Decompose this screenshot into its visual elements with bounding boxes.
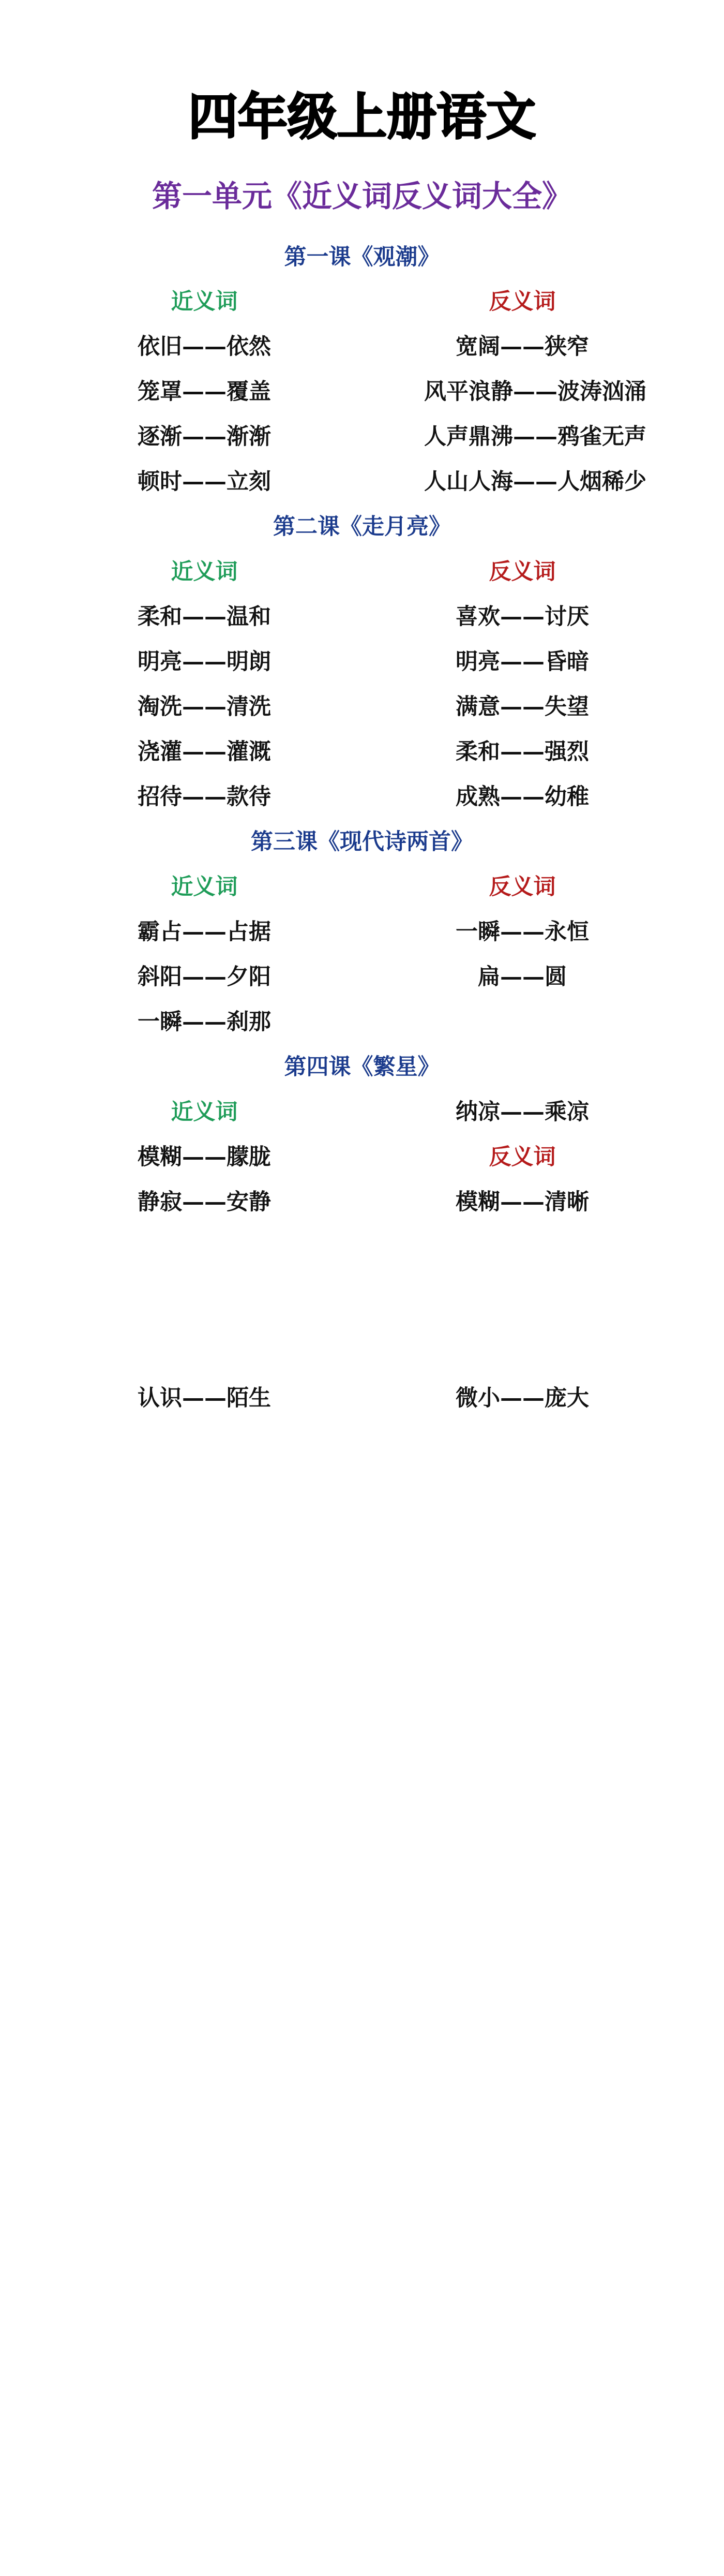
unit-title: 第一单元《近义词反义词大全》 bbox=[152, 179, 572, 214]
lesson-4-antonym-header: 反义词 bbox=[489, 1144, 556, 1170]
lesson-1-synonym-pair: 顿时——立刻 bbox=[138, 469, 271, 495]
lesson-2-antonym-header: 反义词 bbox=[489, 559, 556, 585]
lesson-1-antonym-pair: 人山人海——人烟稀少 bbox=[424, 469, 646, 495]
lesson-2-synonym-pair: 浇灌——灌溉 bbox=[138, 739, 271, 765]
page-title: 四年级上册语文 bbox=[188, 88, 536, 146]
lesson-2-antonym-pair: 明亮——昏暗 bbox=[456, 649, 589, 675]
lesson-2-title: 第二课《走月亮》 bbox=[273, 514, 451, 540]
lesson-4-synonym-header: 近义词 bbox=[171, 1099, 238, 1125]
lesson-2-antonym-pair: 柔和——强烈 bbox=[456, 739, 589, 765]
lesson-4-synonym-pair: 模糊——朦胧 bbox=[138, 1144, 271, 1170]
lesson-2-synonym-pair: 明亮——明朗 bbox=[138, 649, 271, 675]
lesson-3-title: 第三课《现代诗两首》 bbox=[251, 829, 473, 855]
lesson-2-synonym-pair: 柔和——温和 bbox=[138, 604, 271, 630]
lesson-3-antonym-pair: 一瞬——永恒 bbox=[456, 919, 589, 945]
lesson-1-synonym-pair: 依旧——依然 bbox=[138, 334, 271, 360]
lesson-1-synonym-header: 近义词 bbox=[171, 289, 238, 315]
lesson-3-synonym-pair: 霸占——占据 bbox=[138, 919, 271, 945]
lesson-3-synonym-pair: 一瞬——刹那 bbox=[138, 1009, 271, 1035]
lesson-1-synonym-pair: 逐渐——渐渐 bbox=[138, 424, 271, 450]
lesson-2-antonym-pair: 成熟——幼稚 bbox=[456, 784, 589, 810]
lesson-3-antonym-pair: 扁——圆 bbox=[478, 964, 567, 990]
lesson-4-antonym-pair: 微小——庞大 bbox=[456, 1385, 589, 1411]
lesson-4-title: 第四课《繁星》 bbox=[284, 1054, 440, 1080]
lesson-4-antonym-pair: 纳凉——乘凉 bbox=[456, 1099, 589, 1125]
lesson-4-antonym-pair: 模糊——清晰 bbox=[456, 1189, 589, 1215]
lesson-3-antonym-header: 反义词 bbox=[489, 874, 556, 900]
lesson-2-antonym-pair: 喜欢——讨厌 bbox=[456, 604, 589, 630]
lesson-1-antonym-pair: 风平浪静——波涛汹涌 bbox=[424, 379, 646, 405]
lesson-1-title: 第一课《观潮》 bbox=[284, 244, 440, 270]
lesson-2-synonym-pair: 淘洗——清洗 bbox=[138, 694, 271, 720]
lesson-2-synonym-pair: 招待——款待 bbox=[138, 784, 271, 810]
lesson-2-antonym-pair: 满意——失望 bbox=[456, 694, 589, 720]
lesson-1-antonym-pair: 宽阔——狭窄 bbox=[456, 334, 589, 360]
lesson-4-synonym-pair: 静寂——安静 bbox=[138, 1189, 271, 1215]
lesson-4-synonym-pair: 认识——陌生 bbox=[138, 1385, 271, 1411]
lesson-1-antonym-header: 反义词 bbox=[489, 289, 556, 315]
lesson-3-synonym-header: 近义词 bbox=[171, 874, 238, 900]
lesson-3-synonym-pair: 斜阳——夕阳 bbox=[138, 964, 271, 990]
lesson-1-antonym-pair: 人声鼎沸——鸦雀无声 bbox=[424, 424, 646, 450]
lesson-1-synonym-pair: 笼罩——覆盖 bbox=[138, 379, 271, 405]
lesson-2-synonym-header: 近义词 bbox=[171, 559, 238, 585]
